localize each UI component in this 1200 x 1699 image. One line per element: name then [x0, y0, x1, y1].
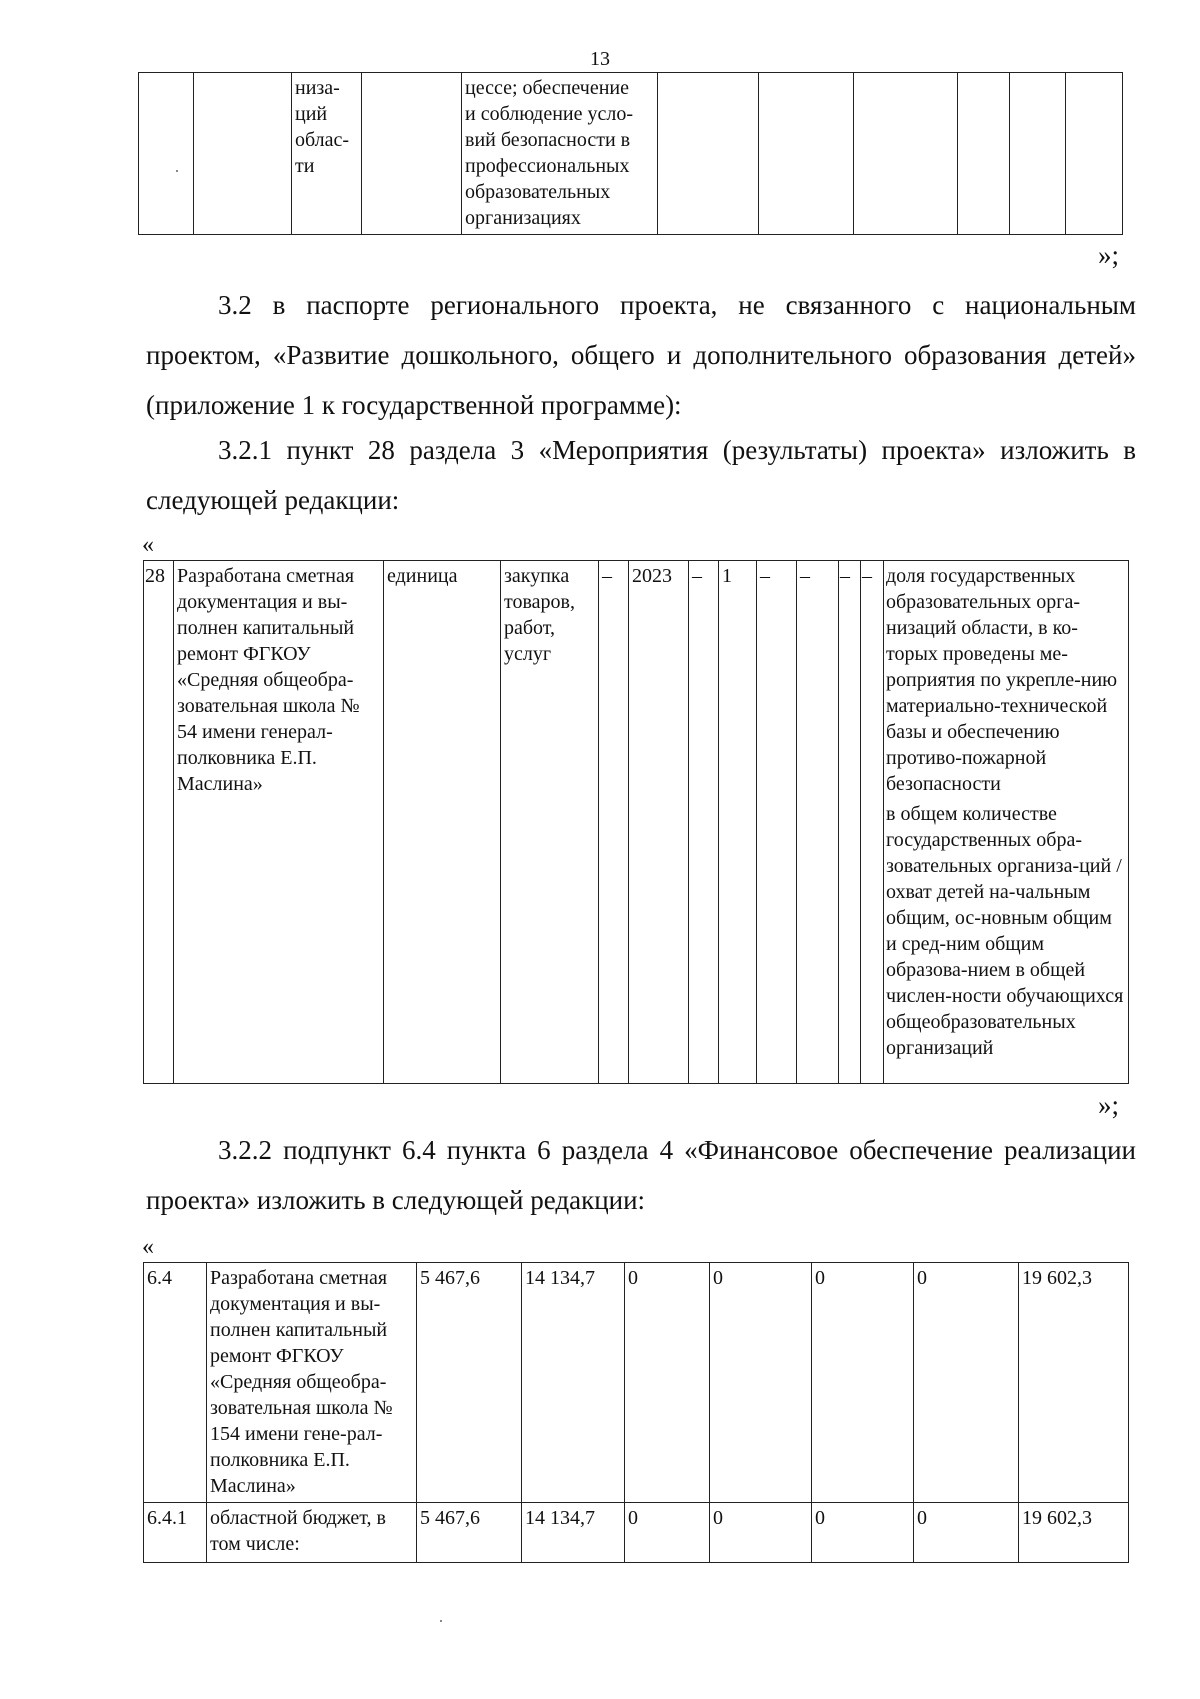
cell-name: Разработана сметная документация и вы-полнен капитальный ремонт ФГКОУ «Средняя общеобра-зовательная школа № 154 имени гене-рал-полковника Е.П. Маслина» [207, 1263, 417, 1503]
cell [958, 73, 1010, 235]
cell: – [689, 561, 719, 1084]
scan-speck [176, 170, 178, 172]
cell-name: Разработана сметная документация и вы-полнен капитальный ремонт ФГКОУ «Средняя общеобра-зовательная школа № 54 имени генерал-полковника Е.П. Маслина» [174, 561, 384, 1084]
cell-total: 19 602,3 [1019, 1503, 1129, 1563]
table-row [144, 561, 1129, 1084]
cell: низа- ций облас- ти [292, 73, 362, 235]
cell: 5 467,6 [417, 1263, 522, 1503]
finance-table [143, 1262, 1129, 1563]
cell: 0 [812, 1263, 914, 1503]
cell [854, 73, 958, 235]
cell: 0 [710, 1263, 812, 1503]
top-table [138, 72, 1123, 235]
table-item-28 [143, 560, 1129, 1084]
closing-quote: »; [1098, 240, 1120, 270]
cell-name: областной бюджет, в том числе: [207, 1503, 417, 1563]
cell-number: 6.4 [144, 1263, 207, 1503]
cell-unit: единица [384, 561, 501, 1084]
cell: 0 [625, 1263, 710, 1503]
cell: – [861, 561, 884, 1084]
cell: 0 [625, 1503, 710, 1563]
paragraph-3-2-1: 3.2.1 пункт 28 раздела 3 «Мероприятия (результаты) проекта» изложить в следующей редакции: [146, 435, 1136, 515]
cell: 0 [710, 1503, 812, 1563]
cell: 0 [914, 1503, 1019, 1563]
cell [658, 73, 759, 235]
cell [139, 73, 194, 235]
paragraph-3-2-2: 3.2.2 подпункт 6.4 пункта 6 раздела 4 «Финансовое обеспечение реализации проекта» изложить в следующей редакции: [146, 1135, 1136, 1215]
cell: цессе; обеспечение и соблюдение усло- вий безопасности в профессиональных образовательных организациях [462, 73, 658, 235]
page-number: 13 [590, 48, 610, 70]
table-row [144, 1503, 1129, 1563]
cell: 14 134,7 [522, 1263, 625, 1503]
cell-total: 19 602,3 [1019, 1263, 1129, 1503]
cell [759, 73, 854, 235]
cell [194, 73, 292, 235]
scan-speck [440, 1620, 442, 1622]
indicator-part-2: в общем количестве государственных обра-зовательных организа-ций / охват детей на-чальным общим, ос-новным общим и сред-ним общим образова-нием в общей числен-ности обучающихся общеобразовательных организаций [886, 803, 1124, 1059]
cell: 0 [914, 1263, 1019, 1503]
cell [362, 73, 462, 235]
paragraph-3-2: 3.2 в паспорте регионального проекта, не связанного с национальным проектом, «Развитие дошкольного, общего и дополнительного образования детей» (приложение 1 к государственной программе): [146, 290, 1136, 420]
cell: – [797, 561, 839, 1084]
opening-quote: « [142, 532, 154, 558]
table-row [144, 1263, 1129, 1503]
cell: – [599, 561, 629, 1084]
cell-type: закупка товаров, работ, услуг [501, 561, 599, 1084]
cell: 0 [812, 1503, 914, 1563]
cell: 5 467,6 [417, 1503, 522, 1563]
cell [1010, 73, 1066, 235]
cell [1066, 73, 1123, 235]
opening-quote: « [142, 1234, 154, 1260]
cell: 14 134,7 [522, 1503, 625, 1563]
closing-quote: »; [1098, 1090, 1120, 1120]
cell-number: 28 [144, 561, 174, 1084]
table-row [139, 73, 1123, 235]
cell-indicator [884, 561, 1129, 1084]
cell: – [757, 561, 797, 1084]
indicator-part-1: доля государственных образовательных орга-низаций области, в ко-торых проведены ме-роприятия по укрепле-нию материально-технической базы и обеспечению противо-пожарной безопасности [886, 565, 1118, 795]
cell: – [839, 561, 861, 1084]
cell: 1 [719, 561, 757, 1084]
cell-year: 2023 [629, 561, 689, 1084]
cell-number: 6.4.1 [144, 1503, 207, 1563]
